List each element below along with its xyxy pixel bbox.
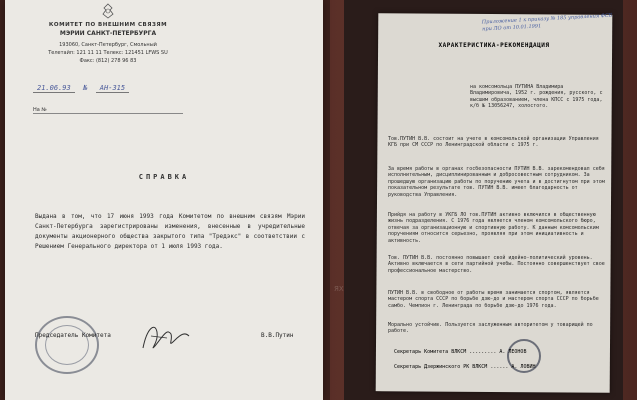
org-name: КОМИТЕТ ПО ВНЕШНИМ СВЯЗЯМ [48, 22, 168, 28]
telex-line: Телетайп: 121 11 11 Телекс: 121451 LFWS SU [48, 50, 168, 56]
body-paragraph: Морально устойчив. Пользуется заслуженным авторитетом у товарищей по работе. [388, 322, 593, 335]
signature-line: Секретарь Комитета ВЛКСМ ......... А. ЛЕОНОВ [394, 349, 527, 355]
handwritten-signature [137, 318, 195, 358]
reference-document [376, 13, 613, 393]
document-title: ХАРАКТЕРИСТИКА-РЕКОМЕНДАЦИЯ [438, 42, 550, 49]
body-paragraph: ПУТИН В.В. в свободное от работы время занимается спортом, является мастером спорта СССР по борьбе дзю-до и мастером спорта СССР по борьбе самбо. Чемпион г. Ленинграда по борьбе дзю-до 1976 года. [388, 290, 599, 309]
watermark: ЯХ [334, 285, 344, 293]
signer-name: В.В.Путин [261, 332, 294, 339]
document-heading: СПРАВКА [138, 173, 190, 181]
body-paragraph: Тов.ПУТИН В.В. состоит на учете в комсомольской организации Управления КГБ при СМ СССР по Ленинградской области с 1975 г. [388, 136, 599, 149]
body-paragraph: За время работы в органах госбезопасности ПУТИН В.В. зарекомендовал себя исполнительным, дисциплинированным и добросовестным сотрудником. За прошедшую организацию работы по поручению учета и в достигнутом при этом показательном результате тов. ПУТИН В.В. имеет благодарность от руководства Управления. [388, 166, 605, 198]
reference-line: 21.06.93 № АН-315 [33, 84, 129, 92]
signer-title: Председатель Комитета [35, 332, 111, 339]
body-paragraph: Тов. ПУТИН В.В. постоянно повышает свой идейно-политический уровень. Активно включается в сети партийной учебы. Постоянно совершенствует свое профессиональное мастерство. [388, 255, 605, 274]
subject-paragraph: на комсомольца ПУТИНА Владимира Владимировича, 1952 г. рождения, русского, с высшим образованием, члена КПСС с 1975 года, к/б № 13056247, холостого. [470, 84, 603, 110]
handwritten-note: Приложение 1 к приказу № 185 управления ФСБ при ЛО от 10.01.1991 [481, 12, 613, 33]
address-line: 193060, Санкт-Петербург, Смольный [59, 42, 157, 48]
body-paragraph: Прийдя на работу в УКГБ ЛО тов.ПУТИН активно включился в общественную жизнь подразделения. С 1976 года является членом комсомольского бюро, отвечая за организационную и спортивную работу. К данным комсомольским поручениям относится серьезно, проявляя при этом инициативность и активность. [388, 212, 599, 244]
fax-line: Факс: (812) 278 96 83 [79, 58, 137, 64]
official-seal [35, 316, 99, 374]
city-name: МЭРИИ САНКТ-ПЕТЕРБУРГА [59, 30, 157, 37]
reply-to-line: На № [33, 107, 183, 114]
certificate-body: Выдана в том, что 17 июня 1993 года Комитетом по внешним связям Мэрии Санкт-Петербурга зарегистрированы изменения, внесенные в учредительные документы акционерного общества закрытого типа "Тредэкс" в соответствии с Решением Генерального директора от 1 июля 1993 года. [35, 213, 305, 250]
coat-of-arms-icon [98, 3, 118, 19]
signature-line: Секретарь Дзержинского РК ВЛКСМ ...... А. ЛОВИН [394, 364, 536, 370]
certificate-document [5, 0, 323, 400]
ref-date: 21.06.93 [33, 84, 75, 93]
ref-number: АН-315 [96, 84, 129, 93]
